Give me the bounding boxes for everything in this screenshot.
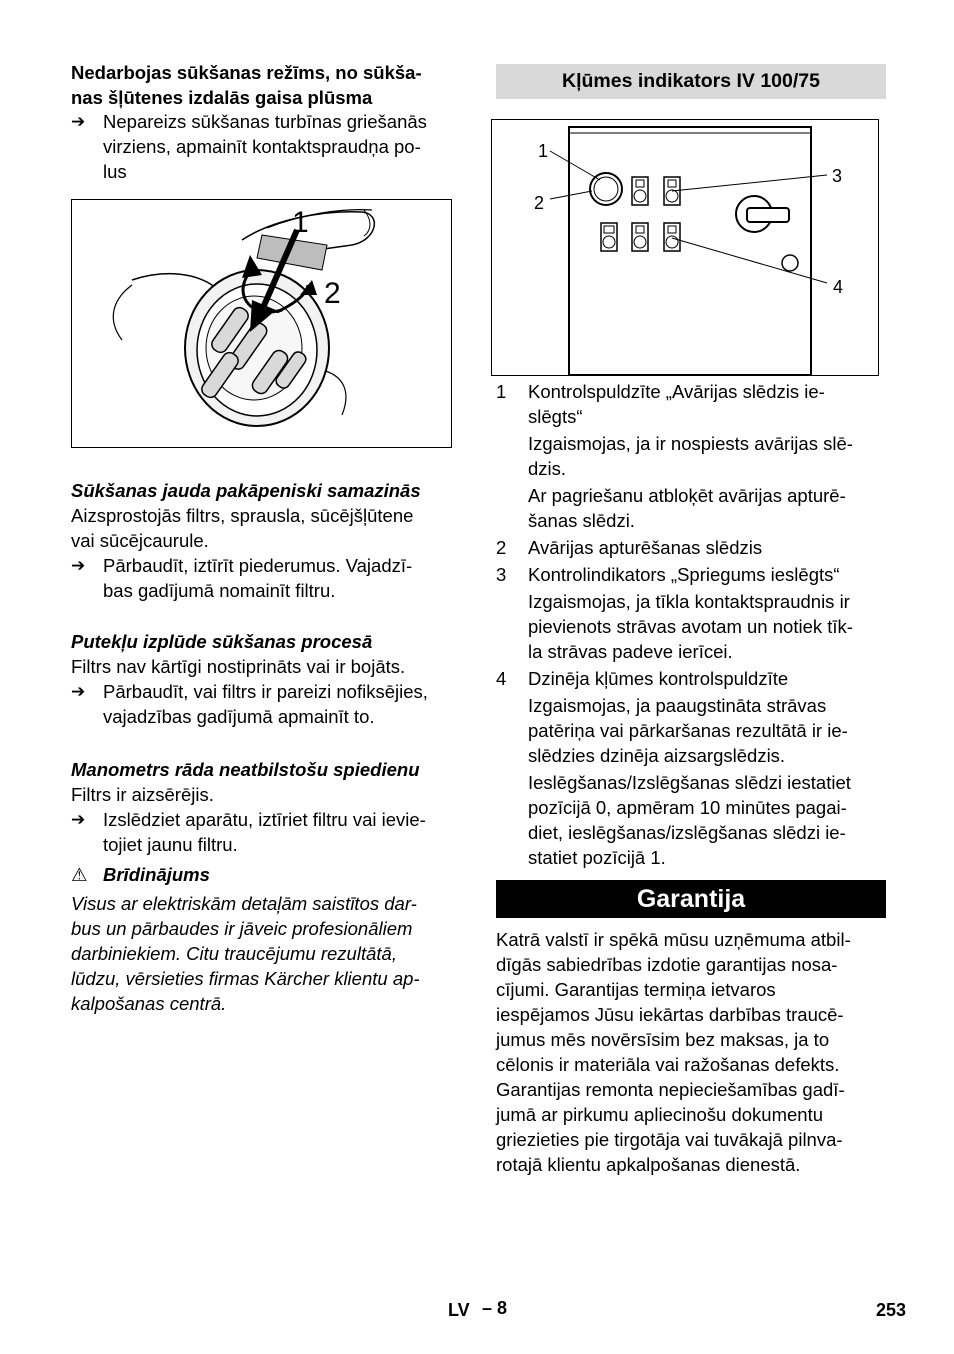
callout-4: 4 xyxy=(833,277,844,297)
bullet-item: ➔ Pārbaudīt, iztīrīt piederumus. Vajadzī- bas gadījumā nomainīt filtru. xyxy=(71,555,413,601)
section-text: Aizsprostojās filtrs, sprausla, sūcējšļūtene vai sūcējcaurule. xyxy=(71,505,414,551)
warning-text: Visus ar elektriskām detaļām saistītos dar- bus un pārbaudes ir jāveic profesionāliem darbiniekiem. Citu traucējumu rezultātā, lūdzu, vērsieties firmas Kärcher klientu ap- kalpošanas centrā. xyxy=(71,893,420,1014)
arrow-right-icon: ➔ xyxy=(71,556,86,575)
list-item-detail: Izgaismojas, ja ir nospiests avārijas slē- dzis. xyxy=(528,433,853,479)
control-panel-drawing xyxy=(492,120,878,375)
page-number: 253 xyxy=(876,1300,907,1320)
plug-drawing xyxy=(72,200,451,447)
list-item: 3 Kontrolindikators „Spriegums ieslēgts“ xyxy=(496,564,840,585)
section-text: Filtrs nav kārtīgi nostiprināts vai ir bojāts. xyxy=(71,656,406,677)
callout-3: 3 xyxy=(832,166,843,186)
control-panel-illustration xyxy=(491,119,879,376)
section-text: Filtrs ir aizsērējis. xyxy=(71,784,214,805)
figure-label-2: 2 xyxy=(324,277,341,310)
warning-heading: ⚠ Brīdinājums xyxy=(71,864,210,885)
list-item-detail: Ar pagriešanu atbloķēt avārijas apturē- šanas slēdzi. xyxy=(528,485,846,531)
section-heading-dust: Putekļu izplūde sūkšanas procesā xyxy=(71,631,373,652)
bullet-item: ➔ Pārbaudīt, vai filtrs ir pareizi nofiksējies, vajadzības gadījumā apmainīt to. xyxy=(71,681,428,727)
arrow-right-icon: ➔ xyxy=(71,682,86,701)
warranty-text: Katrā valstī ir spēkā mūsu uzņēmuma atbil- dīgās sabiedrības izdotie garantijas nosa- cījumi. Garantijas termiņa ietvaros iespējamos Jūsu iekārtas darbības traucē- jumus mēs novērsīsim bez maksas, ja to cēlonis ir materiāla vai ražošanas defekts. Garantijas remonta nepieciešamības gadī- jumā ar pirkumu apliecinošu dokumentu griezieties pie tirgotāja vai tuvākajā pilnva- rotajā klientu apkalpošanas dienestā. xyxy=(496,929,851,1175)
warranty-header: Garantija xyxy=(496,880,886,918)
list-item-detail: Ieslēgšanas/Izslēgšanas slēdzi iestatiet pozīcijā 0, apmēram 10 minūtes pagai- diet, ieslēgšanas/izslēgšanas slēdzi ie- statiet pozīcijā 1. xyxy=(528,772,851,868)
footer-section-number: – 8 xyxy=(482,1298,508,1318)
bullet-item: ➔ Nepareizs sūkšanas turbīnas griešanās virziens, apmainīt kontaktspraudņa po- lus xyxy=(71,111,427,182)
arrow-right-icon: ➔ xyxy=(71,112,86,131)
plug-illustration xyxy=(71,199,452,448)
figure-label-1: 1 xyxy=(292,206,309,239)
section-heading-manometer: Manometrs rāda neatbilstošu spiedienu xyxy=(71,759,420,780)
section-heading-suction-power: Sūkšanas jauda pakāpeniski samazinās xyxy=(71,480,421,501)
bullet-item: ➔ Izslēdziet aparātu, iztīriet filtru vai ievie- tojiet jaunu filtru. xyxy=(71,809,426,855)
callout-1: 1 xyxy=(538,141,549,161)
callout-2: 2 xyxy=(534,193,545,213)
legend-list xyxy=(496,379,886,870)
list-item-detail: Izgaismojas, ja paaugstināta strāvas patēriņa vai pārkaršanas rezultātā ir ie- slēdzies dzinēja aizsargslēdzis. xyxy=(528,695,848,766)
list-item-detail: Izgaismojas, ja tīkla kontaktspraudnis ir pievienots strāvas avotam un notiek tīk- la strāvas padeve ierīcei. xyxy=(528,591,853,662)
section-heading-suction-mode: Nedarbojas sūkšanas režīms, no sūkša- nas šļūtenes izdalās gaisa plūsma xyxy=(71,62,422,108)
list-item: 4 Dzinēja kļūmes kontrolspuldzīte xyxy=(496,668,789,689)
footer-language: LV xyxy=(448,1300,470,1320)
fault-indicator-header: Kļūmes indikators IV 100/75 xyxy=(496,64,886,99)
arrow-right-icon: ➔ xyxy=(71,810,86,829)
list-item: 2 Avārijas apturēšanas slēdzis xyxy=(496,537,763,558)
warning-icon: ⚠ xyxy=(71,864,88,885)
list-item: 1 Kontrolspuldzīte „Avārijas slēdzis ie- slēgts“ xyxy=(496,381,825,427)
